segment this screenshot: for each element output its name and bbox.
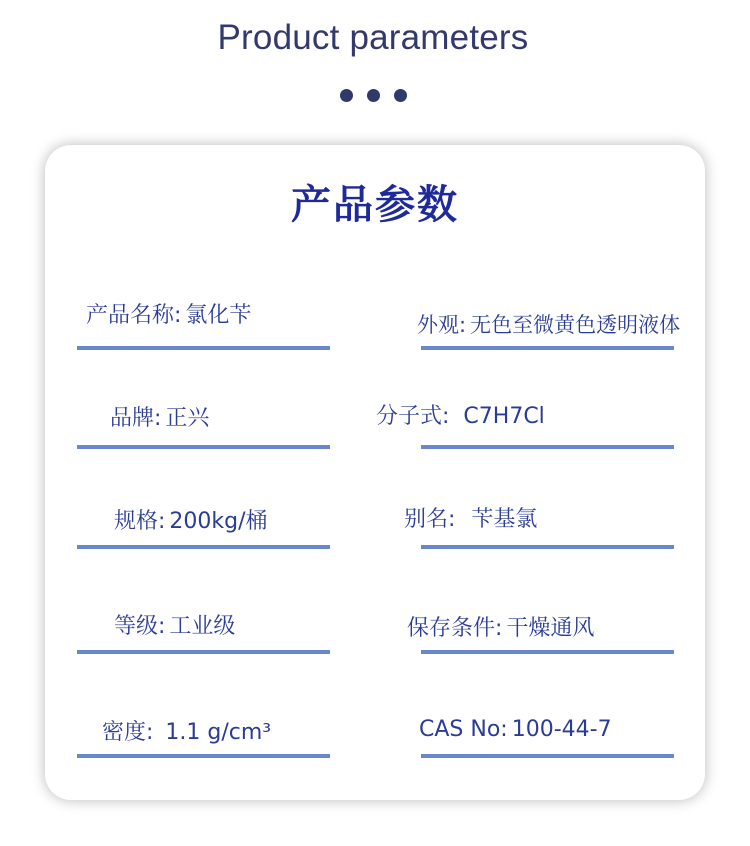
field-label: 别名: bbox=[404, 507, 456, 532]
parameters-card bbox=[45, 145, 705, 800]
field-value: C7H7Cl bbox=[463, 404, 545, 429]
page-title: Product parameters bbox=[217, 18, 529, 57]
dot bbox=[340, 89, 353, 102]
underline bbox=[421, 650, 674, 654]
field-value: 工业级 bbox=[169, 614, 236, 639]
field-spec bbox=[114, 508, 268, 536]
underline bbox=[421, 445, 674, 449]
field-storage bbox=[407, 615, 594, 643]
field-value: 正兴 bbox=[165, 406, 210, 431]
field-label: 分子式: bbox=[376, 404, 450, 429]
field-value: 1.1 g/cm³ bbox=[165, 720, 272, 745]
field-value: 氯化苄 bbox=[185, 303, 252, 328]
field-brand bbox=[110, 405, 209, 433]
field-label: 产品名称: bbox=[86, 303, 182, 328]
field-label: CAS No: bbox=[419, 717, 508, 742]
dots-decoration bbox=[0, 89, 746, 102]
field-product-name bbox=[86, 302, 251, 330]
field-value: 200kg/桶 bbox=[169, 509, 268, 534]
field-label: 规格: bbox=[114, 509, 166, 534]
underline bbox=[77, 445, 330, 449]
underline bbox=[77, 545, 330, 549]
field-formula bbox=[376, 403, 545, 431]
field-cas bbox=[419, 716, 612, 744]
card-title: 产品参数 bbox=[291, 182, 459, 228]
dot bbox=[394, 89, 407, 102]
field-value: 苄基氯 bbox=[471, 507, 538, 532]
field-label: 等级: bbox=[114, 614, 166, 639]
field-label: 保存条件: bbox=[407, 616, 503, 641]
field-label: 外观: bbox=[417, 313, 467, 337]
field-value: 干燥通风 bbox=[506, 616, 595, 641]
field-label: 密度: bbox=[102, 720, 154, 745]
field-value: 无色至微黄色透明液体 bbox=[470, 313, 681, 337]
field-value: 100-44-7 bbox=[511, 717, 612, 742]
field-density bbox=[102, 719, 271, 747]
underline bbox=[77, 650, 330, 654]
dot bbox=[367, 89, 380, 102]
field-label: 品牌: bbox=[110, 406, 162, 431]
field-appearance bbox=[417, 311, 680, 339]
underline bbox=[421, 754, 674, 758]
underline bbox=[421, 545, 674, 549]
field-alias bbox=[404, 506, 537, 534]
underline bbox=[77, 346, 330, 350]
field-grade bbox=[114, 613, 235, 641]
underline bbox=[77, 754, 330, 758]
underline bbox=[421, 346, 674, 350]
